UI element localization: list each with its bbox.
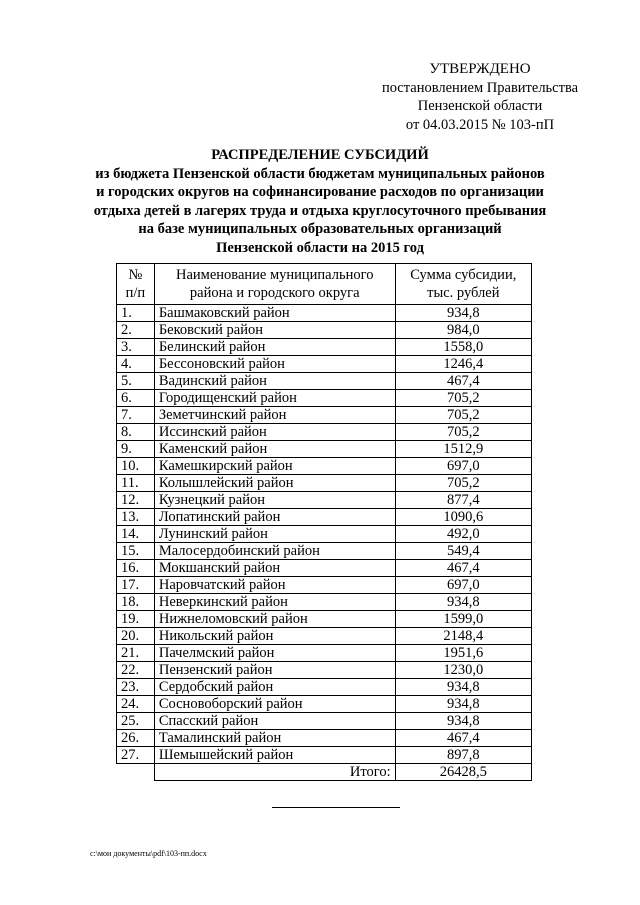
row-subsidy-sum: 1558,0 <box>395 339 531 356</box>
approval-line-2: Пензенской области <box>417 98 543 114</box>
table-row <box>117 679 532 696</box>
approval-line-1: постановлением Правительства <box>381 79 579 96</box>
approval-line-3: от 04.03.2015 № 103-пП <box>405 116 555 133</box>
document-title <box>60 146 580 258</box>
total-row <box>117 764 532 781</box>
header-row <box>117 264 532 305</box>
row-subsidy-sum: 705,2 <box>395 475 531 492</box>
row-subsidy-sum: 1599,0 <box>395 611 531 628</box>
row-number: 21. <box>117 645 155 662</box>
title-line-1: РАСПРЕДЕЛЕНИЕ СУБСИДИЙ <box>211 147 429 163</box>
table-row <box>117 458 532 475</box>
row-subsidy-sum: 705,2 <box>395 424 531 441</box>
table-row <box>117 696 532 713</box>
subsidies-table <box>116 263 532 781</box>
approval-heading: УТВЕРЖДЕНО <box>429 61 531 77</box>
table-row <box>117 662 532 679</box>
row-subsidy-sum: 934,8 <box>395 696 531 713</box>
row-district-name: Неверкинский район <box>154 594 395 611</box>
row-district-name: Спасский район <box>154 713 395 730</box>
table-row <box>117 339 532 356</box>
header-sum <box>395 264 531 305</box>
table-header <box>117 264 532 305</box>
title-line-2: из бюджета Пензенской области бюджетам муниципальных районов <box>95 165 545 182</box>
row-subsidy-sum: 492,0 <box>395 526 531 543</box>
header-name-line-1: Наименование муниципального <box>176 267 374 283</box>
row-subsidy-sum: 984,0 <box>395 322 531 339</box>
table-body <box>117 305 532 764</box>
row-district-name: Никольский район <box>154 628 395 645</box>
title-line-6: Пензенской области на 2015 год <box>216 239 424 256</box>
total-value: 26428,5 <box>395 764 531 781</box>
row-number: 11. <box>117 475 155 492</box>
row-number: 18. <box>117 594 155 611</box>
row-number: 3. <box>117 339 155 356</box>
approval-block <box>360 60 600 134</box>
row-district-name: Вадинский район <box>154 373 395 390</box>
row-subsidy-sum: 934,8 <box>395 305 531 322</box>
row-number: 1. <box>117 305 155 322</box>
table-row <box>117 526 532 543</box>
separator-line <box>272 807 400 808</box>
table-row <box>117 322 532 339</box>
title-line-5: на базе муниципальных образовательных организаций <box>138 221 502 238</box>
table-row <box>117 645 532 662</box>
row-subsidy-sum: 467,4 <box>395 373 531 390</box>
row-number: 17. <box>117 577 155 594</box>
row-subsidy-sum: 1230,0 <box>395 662 531 679</box>
row-district-name: Лопатинский район <box>154 509 395 526</box>
row-subsidy-sum: 549,4 <box>395 543 531 560</box>
row-number: 13. <box>117 509 155 526</box>
row-subsidy-sum: 705,2 <box>395 390 531 407</box>
table-row <box>117 356 532 373</box>
row-number: 8. <box>117 424 155 441</box>
title-line-3: и городских округов на софинансирование расходов по организации <box>96 184 544 201</box>
row-district-name: Сосновоборский район <box>154 696 395 713</box>
row-number: 26. <box>117 730 155 747</box>
row-number: 23. <box>117 679 155 696</box>
row-district-name: Камешкирский район <box>154 458 395 475</box>
row-district-name: Тамалинский район <box>154 730 395 747</box>
row-number: 12. <box>117 492 155 509</box>
row-number: 22. <box>117 662 155 679</box>
table-row <box>117 475 532 492</box>
row-number: 14. <box>117 526 155 543</box>
header-number-line-1: № <box>128 267 143 283</box>
row-district-name: Башмаковский район <box>154 305 395 322</box>
total-label: Итого: <box>154 764 395 781</box>
table-row <box>117 747 532 764</box>
header-name-line-2: района и городского округа <box>189 285 360 301</box>
row-number: 16. <box>117 560 155 577</box>
table-row <box>117 509 532 526</box>
table-row <box>117 713 532 730</box>
row-subsidy-sum: 705,2 <box>395 407 531 424</box>
row-number: 10. <box>117 458 155 475</box>
row-district-name: Лунинский район <box>154 526 395 543</box>
row-subsidy-sum: 877,4 <box>395 492 531 509</box>
row-subsidy-sum: 697,0 <box>395 577 531 594</box>
row-subsidy-sum: 934,8 <box>395 713 531 730</box>
table-row <box>117 543 532 560</box>
row-district-name: Пензенский район <box>154 662 395 679</box>
row-district-name: Шемышейский район <box>154 747 395 764</box>
row-district-name: Пачелмский район <box>154 645 395 662</box>
table-row <box>117 577 532 594</box>
row-district-name: Городищенский район <box>154 390 395 407</box>
table-row <box>117 441 532 458</box>
header-name <box>154 264 395 305</box>
table-row <box>117 594 532 611</box>
row-district-name: Наровчатский район <box>154 577 395 594</box>
row-subsidy-sum: 1512,9 <box>395 441 531 458</box>
row-number: 6. <box>117 390 155 407</box>
header-number <box>117 264 155 305</box>
header-sum-line-2: тыс. рублей <box>427 285 500 301</box>
row-number: 20. <box>117 628 155 645</box>
table-row <box>117 424 532 441</box>
row-subsidy-sum: 1090,6 <box>395 509 531 526</box>
row-subsidy-sum: 897,8 <box>395 747 531 764</box>
row-number: 24. <box>117 696 155 713</box>
file-path-footer: c:\мои документы\pdf\103-пп.docx <box>90 849 207 858</box>
row-district-name: Малосердобинский район <box>154 543 395 560</box>
row-number: 9. <box>117 441 155 458</box>
row-district-name: Бессоновский район <box>154 356 395 373</box>
table-row <box>117 407 532 424</box>
row-district-name: Сердобский район <box>154 679 395 696</box>
table-row <box>117 560 532 577</box>
table-row <box>117 390 532 407</box>
row-number: 15. <box>117 543 155 560</box>
title-line-4: отдыха детей в лагерях труда и отдыха круглосуточного пребывания <box>93 202 547 219</box>
row-district-name: Кузнецкий район <box>154 492 395 509</box>
row-district-name: Земетчинский район <box>154 407 395 424</box>
row-subsidy-sum: 697,0 <box>395 458 531 475</box>
total-blank-cell <box>117 764 155 781</box>
row-district-name: Колышлейский район <box>154 475 395 492</box>
table-row <box>117 373 532 390</box>
header-sum-line-1: Сумма субсидии, <box>410 267 517 283</box>
row-district-name: Бековский район <box>154 322 395 339</box>
row-subsidy-sum: 1951,6 <box>395 645 531 662</box>
header-number-line-2: п/п <box>125 285 146 301</box>
row-subsidy-sum: 467,4 <box>395 560 531 577</box>
row-district-name: Нижнеломовский район <box>154 611 395 628</box>
row-subsidy-sum: 467,4 <box>395 730 531 747</box>
table-row <box>117 611 532 628</box>
row-number: 19. <box>117 611 155 628</box>
table-row <box>117 305 532 322</box>
row-district-name: Каменский район <box>154 441 395 458</box>
row-subsidy-sum: 2148,4 <box>395 628 531 645</box>
table-row <box>117 628 532 645</box>
row-subsidy-sum: 934,8 <box>395 594 531 611</box>
row-district-name: Иссинский район <box>154 424 395 441</box>
row-subsidy-sum: 934,8 <box>395 679 531 696</box>
row-number: 4. <box>117 356 155 373</box>
row-number: 27. <box>117 747 155 764</box>
row-number: 7. <box>117 407 155 424</box>
row-district-name: Белинский район <box>154 339 395 356</box>
table-row <box>117 730 532 747</box>
row-district-name: Мокшанский район <box>154 560 395 577</box>
row-number: 2. <box>117 322 155 339</box>
table-footer <box>117 764 532 781</box>
row-subsidy-sum: 1246,4 <box>395 356 531 373</box>
row-number: 25. <box>117 713 155 730</box>
table-row <box>117 492 532 509</box>
row-number: 5. <box>117 373 155 390</box>
